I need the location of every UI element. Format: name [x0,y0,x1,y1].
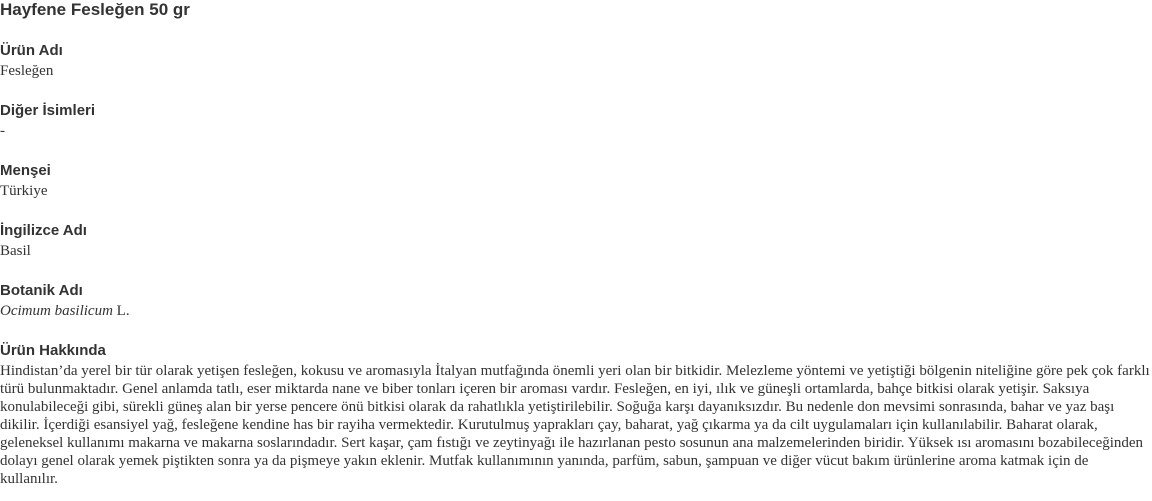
field-label-about: Ürün Hakkında [0,342,106,359]
botanical-name-italic: Ocimum basilicum [0,303,113,319]
field-label-other-names: Diğer İsimleri [0,102,96,119]
field-botanical-name [0,282,1152,320]
field-other-names [0,102,1152,140]
field-label-origin: Menşei [0,162,51,179]
page-title: Hayfene Fesleğen 50 gr [0,0,190,19]
field-value-about: Hindistan’da yerel bir tür olarak yetişen fesleğen, kokusu ve aromasıyla İtalyan mutfağında önemli yeri olan bir bitkidir. Melezleme yöntemi ve yetiştiği bölgenin niteliğine göre pek çok farklı türü bulunmaktadır. Genel anlamda tatlı, eser miktarda nane ve biber tonları içeren bir aroması vardır. Fesleğen, en iyi, ılık ve güneşli ortamlarda, bahçe bitkisi olarak yetişir. Saksıya konulabileceği gibi, sürekli güneş alan bir yerse pencere önü bitkisi olarak da rahatlıkla yetiştirilebilir. Soğuğa karşı dayanıksızdır. Bu nedenle don mevsimi sonrasında, bahar ve yaz başı dikilir. İçerdiği esansiyel yağ, fesleğene kendine has bir rayiha vermektedir. Kurutulmuş yaprakları çay, baharat, yağ çıkarma ya da cilt uygulamaları için kullanılabilir. Baharat olarak, geleneksel kullanımı makarna ve makarna soslarındadır. Sert kaşar, çam fıstığı ve zeytinyağı ile hazırlanan pesto sosunun ana malzemelerinden biridir. Yüksek ısı aromasını bozabileceğinden dolayı genel olarak yemek piştikten sonra ya da pişmeye yakın eklenir. Mutfak kullanımının yanında, parfüm, sabun, şampuan ve diğer vücut bakım ürünlerine aroma katmak için de kullanılır. [0,363,1150,487]
field-label-english-name: İngilizce Adı [0,222,87,239]
field-value-botanical-name [0,302,1152,320]
field-english-name [0,222,1152,260]
field-label-product-name: Ürün Adı [0,42,63,59]
botanical-name-suffix: L. [112,303,130,319]
field-product-name [0,42,1152,80]
field-label-botanical-name: Botanik Adı [0,282,83,299]
field-value-english-name: Basil [0,243,31,259]
field-value-product-name: Fesleğen [0,63,54,79]
field-value-origin: Türkiye [0,183,48,199]
field-about [0,342,1152,488]
field-value-other-names: - [0,123,5,139]
field-origin [0,162,1152,200]
